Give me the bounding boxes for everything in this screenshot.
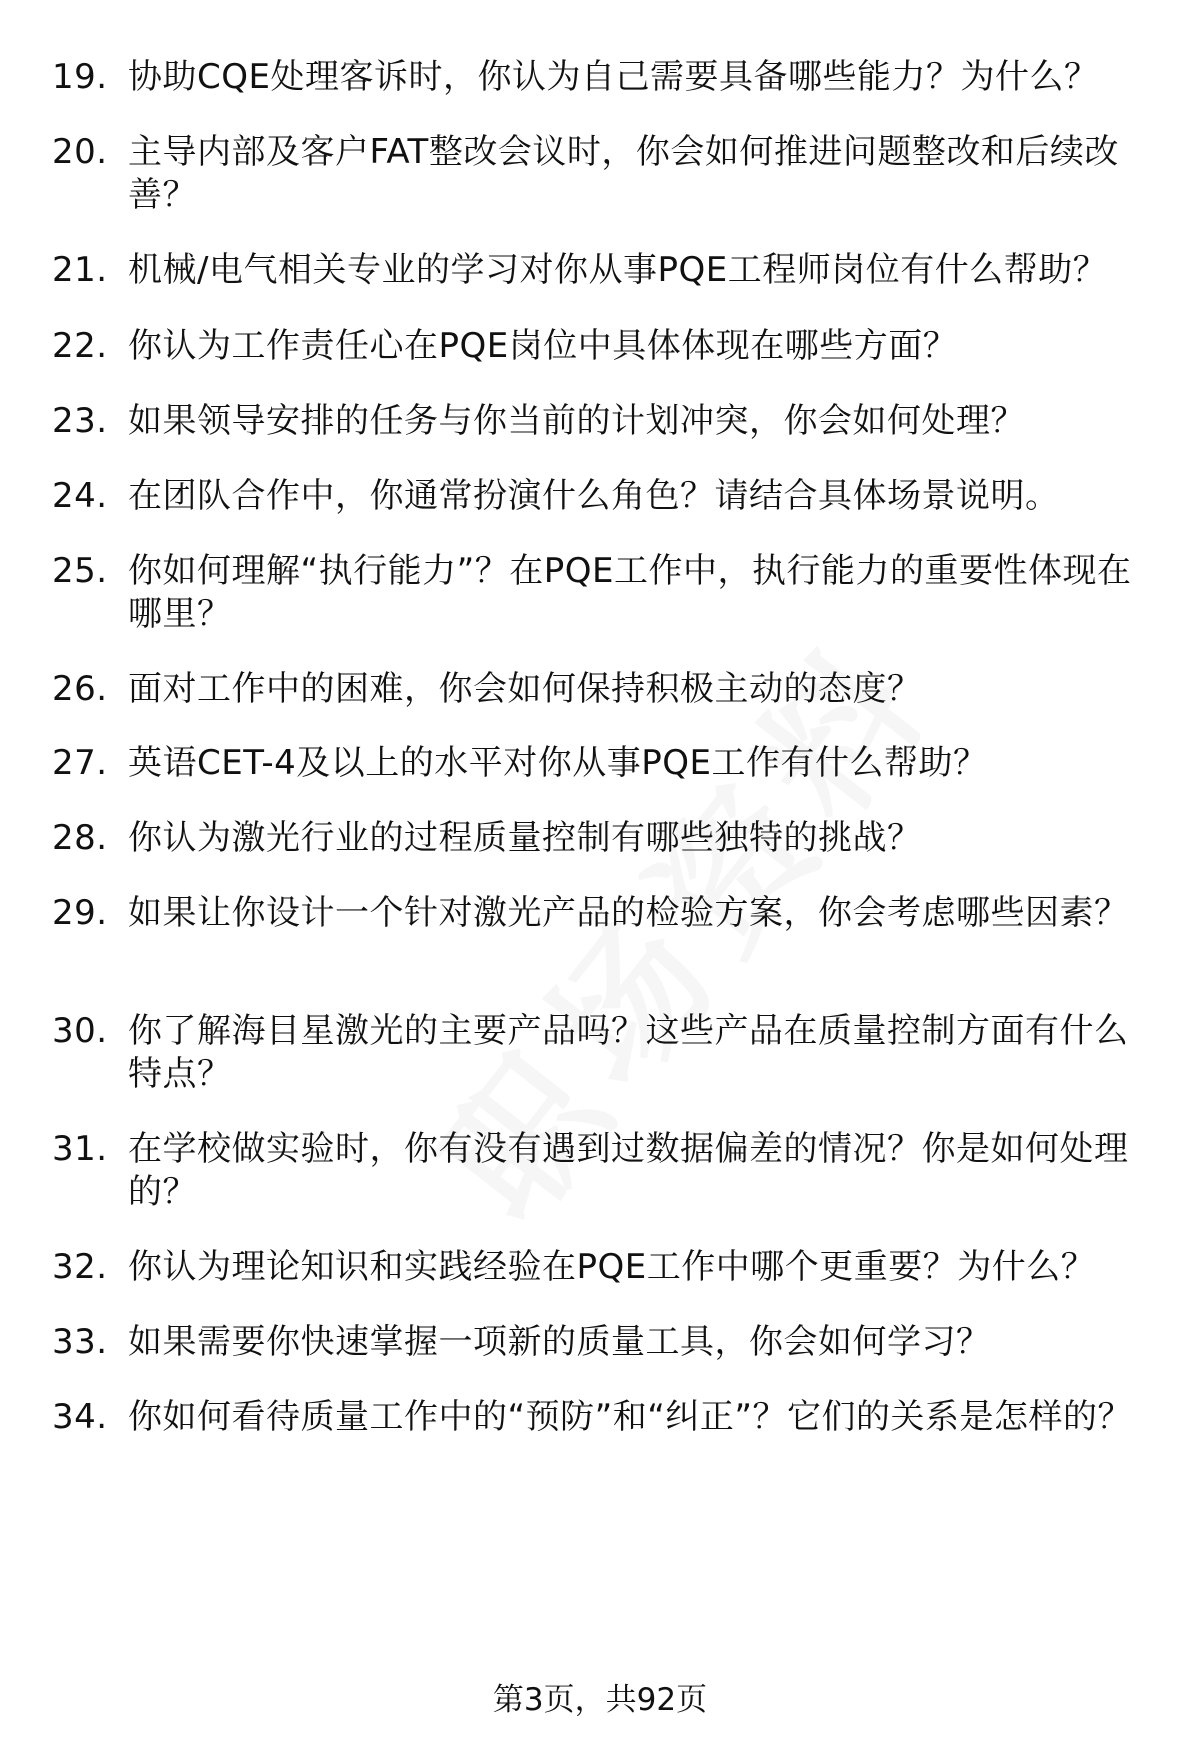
question-number: 20. <box>52 132 108 172</box>
question-text: 协助CQE处理客诉时，你认为自己需要具备哪些能力？为什么？ <box>128 57 1099 97</box>
question-text: 面对工作中的困难，你会如何保持积极主动的态度？ <box>128 669 922 709</box>
question-number: 27. <box>52 743 108 783</box>
question-number: 21. <box>52 250 108 290</box>
question-text: 你了解海目星激光的主要产品吗？这些产品在质量控制方面有什么特点？ <box>128 1011 1129 1094</box>
question-text: 机械/电气相关专业的学习对你从事PQE工程师岗位有什么帮助？ <box>128 250 1108 290</box>
question-text: 你认为激光行业的过程质量控制有哪些独特的挑战？ <box>128 818 922 858</box>
question-text: 在团队合作中，你通常扮演什么角色？请结合具体场景说明。 <box>128 476 1060 516</box>
question-number: 22. <box>52 326 108 366</box>
question-number: 31. <box>52 1129 108 1169</box>
question-number: 19. <box>52 57 108 97</box>
page-number-footer: 第3页，共92页 <box>492 1682 708 1718</box>
question-number: 24. <box>52 476 108 516</box>
question-number: 29. <box>52 893 108 933</box>
question-text: 你认为理论知识和实践经验在PQE工作中哪个更重要？为什么？ <box>128 1247 1096 1287</box>
question-number: 25. <box>52 551 108 591</box>
question-text: 你认为工作责任心在PQE岗位中具体体现在哪些方面？ <box>128 326 958 366</box>
question-number: 28. <box>52 818 108 858</box>
question-text: 你如何理解“执行能力”？在PQE工作中，执行能力的重要性体现在哪里？ <box>128 551 1132 634</box>
question-text: 主导内部及客户FAT整改会议时，你会如何推进问题整改和后续改善？ <box>128 132 1119 215</box>
question-number: 23. <box>52 401 108 441</box>
question-text: 你如何看待质量工作中的“预防”和“纠正”？它们的关系是怎样的？ <box>128 1397 1132 1437</box>
question-text: 英语CET-4及以上的水平对你从事PQE工作有什么帮助？ <box>128 743 988 783</box>
question-number: 26. <box>52 669 108 709</box>
question-number: 30. <box>52 1011 108 1051</box>
question-text: 如果让你设计一个针对激光产品的检验方案，你会考虑哪些因素？ <box>128 893 1129 933</box>
question-text: 如果领导安排的任务与你当前的计划冲突，你会如何处理？ <box>128 401 1025 441</box>
question-text: 如果需要你快速掌握一项新的质量工具，你会如何学习？ <box>128 1322 991 1362</box>
question-number: 33. <box>52 1322 108 1362</box>
question-text: 在学校做实验时，你有没有遇到过数据偏差的情况？你是如何处理的？ <box>128 1129 1129 1212</box>
question-number: 32. <box>52 1247 108 1287</box>
question-number: 34. <box>52 1397 108 1437</box>
